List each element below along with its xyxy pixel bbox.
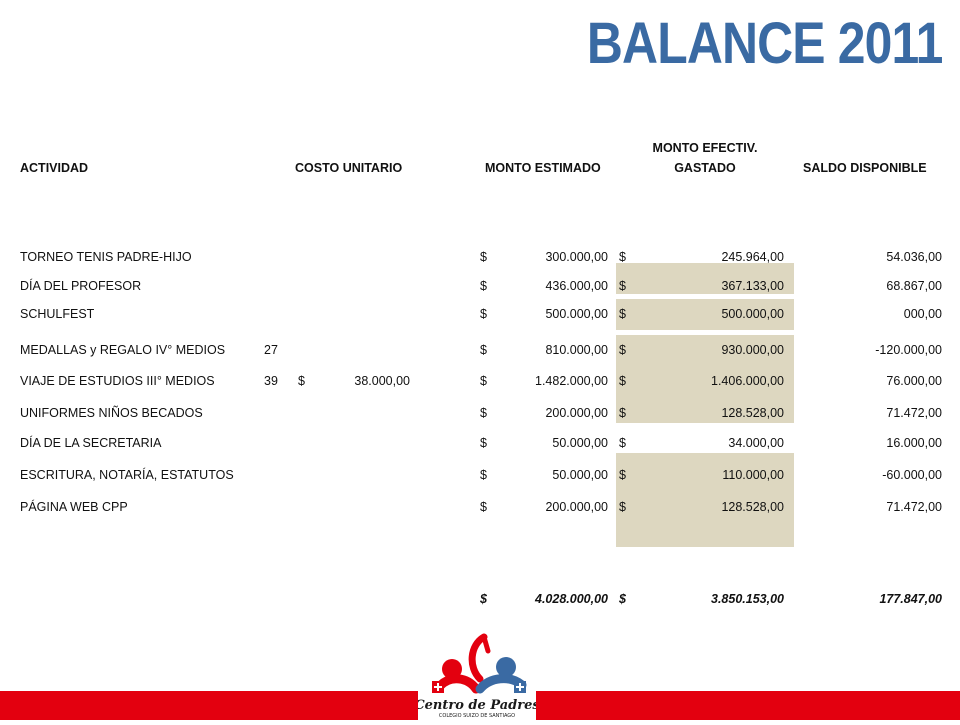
- header-saldo: SALDO DISPONIBLE: [803, 161, 927, 175]
- monto-estimado: 810.000,00: [545, 343, 608, 357]
- activity-name: VIAJE DE ESTUDIOS III° MEDIOS: [20, 374, 215, 388]
- total-monto-gastado: 3.850.153,00: [711, 592, 784, 606]
- header-actividad: ACTIVIDAD: [20, 161, 89, 175]
- saldo-disponible: 71.472,00: [886, 406, 942, 420]
- table-row: [0, 398, 960, 429]
- total-dollar-sign: $: [480, 592, 487, 606]
- monto-gastado: 500.000,00: [721, 307, 784, 321]
- monto-estimado: 200.000,00: [545, 500, 608, 514]
- table-row: [0, 242, 960, 273]
- monto-estimado: 50.000,00: [552, 436, 608, 450]
- costo-unitario: 38.000,00: [354, 374, 410, 388]
- monto-estimado: 436.000,00: [545, 279, 608, 293]
- dollar-sign: $: [619, 406, 626, 420]
- activity-name: SCHULFEST: [20, 307, 95, 321]
- page-title: BALANCE 2011: [586, 11, 942, 76]
- activity-name: TORNEO TENIS PADRE-HIJO: [20, 250, 192, 264]
- monto-gastado: 245.964,00: [721, 250, 784, 264]
- centro-de-padres-logo: [418, 631, 536, 720]
- saldo-disponible: 000,00: [903, 307, 942, 321]
- total-saldo: 177.847,00: [879, 592, 942, 606]
- activity-name: ESCRITURA, NOTARÍA, ESTATUTOS: [20, 468, 234, 482]
- header-monto-gastado-line1: MONTO EFECTIV.: [652, 141, 758, 155]
- table-row: [0, 335, 960, 366]
- activity-name: MEDALLAS y REGALO IV° MEDIOS: [20, 343, 226, 357]
- header-monto-gastado: [616, 138, 794, 178]
- monto-gastado: 34.000,00: [728, 436, 784, 450]
- dollar-sign: $: [619, 250, 626, 264]
- monto-estimado: 200.000,00: [545, 406, 608, 420]
- dollar-sign: $: [619, 307, 626, 321]
- saldo-disponible: 71.472,00: [886, 500, 942, 514]
- dollar-sign: $: [480, 436, 487, 450]
- saldo-disponible: -120.000,00: [875, 343, 942, 357]
- dollar-sign: $: [619, 436, 626, 450]
- dollar-sign: $: [298, 374, 305, 388]
- dollar-sign: $: [619, 374, 626, 388]
- dollar-sign: $: [480, 279, 487, 293]
- activity-name: UNIFORMES NIÑOS BECADOS: [20, 406, 203, 420]
- monto-estimado: 1.482.000,00: [535, 374, 608, 388]
- dollar-sign: $: [480, 406, 487, 420]
- logo-graphic: [418, 631, 536, 720]
- saldo-disponible: 54.036,00: [886, 250, 942, 264]
- header-costo-unitario: COSTO UNITARIO: [295, 161, 403, 175]
- dollar-sign: $: [480, 500, 487, 514]
- table-row: [0, 492, 960, 523]
- saldo-disponible: 68.867,00: [886, 279, 942, 293]
- activity-name: DÍA DE LA SECRETARIA: [20, 436, 162, 450]
- table-row: [0, 299, 960, 330]
- table-row: [0, 428, 960, 459]
- monto-gastado: 128.528,00: [721, 406, 784, 420]
- table-row: [0, 271, 960, 302]
- dollar-sign: $: [619, 279, 626, 293]
- header-monto-estimado: MONTO ESTIMADO: [485, 161, 601, 175]
- dollar-sign: $: [480, 307, 487, 321]
- logo-sub-text: COLEGIO SUIZO DE SANTIAGO: [438, 713, 516, 719]
- monto-estimado: 500.000,00: [545, 307, 608, 321]
- activity-name: DÍA DEL PROFESOR: [20, 279, 142, 293]
- quantity: 39: [264, 374, 278, 388]
- totals-row: [0, 588, 960, 612]
- saldo-disponible: 16.000,00: [886, 436, 942, 450]
- dollar-sign: $: [480, 374, 487, 388]
- saldo-disponible: 76.000,00: [886, 374, 942, 388]
- table-row: [0, 460, 960, 491]
- monto-gastado: 930.000,00: [721, 343, 784, 357]
- monto-gastado: 1.406.000,00: [711, 374, 784, 388]
- monto-estimado: 50.000,00: [552, 468, 608, 482]
- dollar-sign: $: [619, 343, 626, 357]
- quantity: 27: [264, 343, 278, 357]
- dollar-sign: $: [619, 500, 626, 514]
- total-monto-estimado: 4.028.000,00: [535, 592, 608, 606]
- activity-name: PÁGINA WEB CPP: [20, 500, 128, 514]
- table-row: [0, 366, 960, 397]
- dollar-sign: $: [480, 468, 487, 482]
- total-dollar-sign: $: [619, 592, 626, 606]
- saldo-disponible: -60.000,00: [882, 468, 942, 482]
- dollar-sign: $: [480, 343, 487, 357]
- dollar-sign: $: [480, 250, 487, 264]
- monto-estimado: 300.000,00: [545, 250, 608, 264]
- monto-gastado: 128.528,00: [721, 500, 784, 514]
- logo-main-text: Centro de Padres: [418, 698, 536, 713]
- dollar-sign: $: [619, 468, 626, 482]
- monto-gastado: 110.000,00: [722, 468, 784, 482]
- header-monto-gastado-line2: GASTADO: [674, 161, 736, 175]
- monto-gastado: 367.133,00: [721, 279, 784, 293]
